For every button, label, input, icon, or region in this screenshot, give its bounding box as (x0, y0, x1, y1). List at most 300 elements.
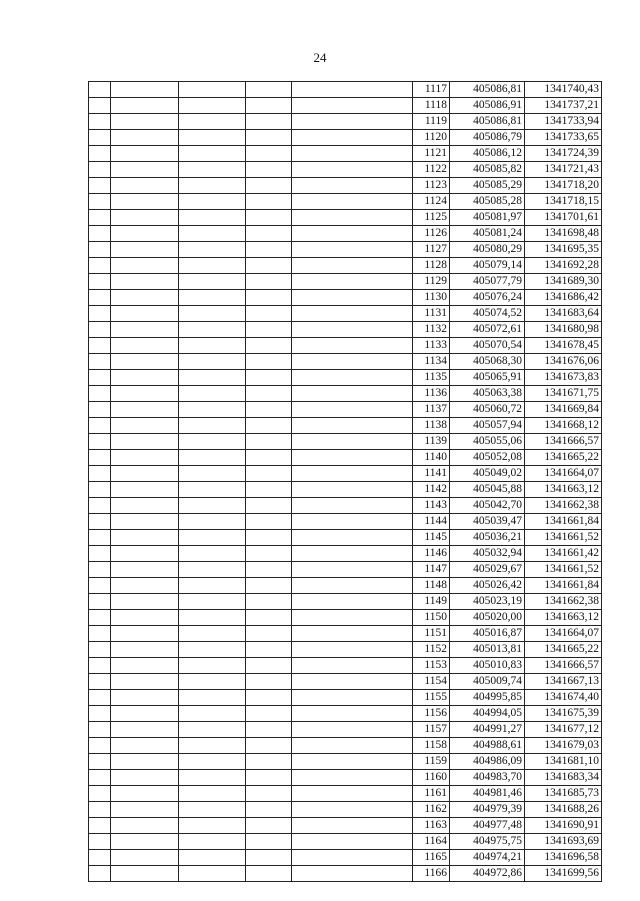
y-coordinate-cell: 1341699,56 (525, 866, 602, 882)
empty-cell (246, 162, 292, 178)
empty-cell (179, 834, 246, 850)
empty-cell (179, 354, 246, 370)
table-row (89, 754, 602, 770)
empty-cell (89, 514, 111, 530)
empty-cell (179, 674, 246, 690)
empty-cell (292, 690, 413, 706)
empty-cell (111, 306, 179, 322)
empty-cell (292, 738, 413, 754)
empty-cell (89, 338, 111, 354)
empty-cell (111, 434, 179, 450)
y-coordinate-cell: 1341669,84 (525, 402, 602, 418)
point-number-cell: 1120 (413, 130, 450, 146)
empty-cell (89, 626, 111, 642)
empty-cell (292, 562, 413, 578)
table-row (89, 162, 602, 178)
y-coordinate-cell: 1341698,48 (525, 226, 602, 242)
y-coordinate-cell: 1341718,15 (525, 194, 602, 210)
empty-cell (179, 370, 246, 386)
x-coordinate-cell: 405079,14 (450, 258, 525, 274)
empty-cell (246, 642, 292, 658)
point-number-cell: 1159 (413, 754, 450, 770)
x-coordinate-cell: 405068,30 (450, 354, 525, 370)
empty-cell (246, 498, 292, 514)
empty-cell (89, 530, 111, 546)
point-number-cell: 1133 (413, 338, 450, 354)
empty-cell (292, 850, 413, 866)
x-coordinate-cell: 405009,74 (450, 674, 525, 690)
y-coordinate-cell: 1341661,42 (525, 546, 602, 562)
empty-cell (179, 466, 246, 482)
empty-cell (89, 578, 111, 594)
point-number-cell: 1139 (413, 434, 450, 450)
empty-cell (179, 82, 246, 98)
x-coordinate-cell: 405085,82 (450, 162, 525, 178)
empty-cell (292, 258, 413, 274)
empty-cell (246, 274, 292, 290)
point-number-cell: 1153 (413, 658, 450, 674)
empty-cell (246, 754, 292, 770)
empty-cell (292, 674, 413, 690)
empty-cell (89, 770, 111, 786)
empty-cell (292, 498, 413, 514)
y-coordinate-cell: 1341686,42 (525, 290, 602, 306)
x-coordinate-cell: 405065,91 (450, 370, 525, 386)
point-number-cell: 1134 (413, 354, 450, 370)
x-coordinate-cell: 405039,47 (450, 514, 525, 530)
y-coordinate-cell: 1341665,22 (525, 450, 602, 466)
x-coordinate-cell: 404983,70 (450, 770, 525, 786)
empty-cell (111, 450, 179, 466)
x-coordinate-cell: 405086,91 (450, 98, 525, 114)
x-coordinate-cell: 405032,94 (450, 546, 525, 562)
table-row (89, 738, 602, 754)
empty-cell (179, 98, 246, 114)
y-coordinate-cell: 1341666,57 (525, 658, 602, 674)
empty-cell (292, 194, 413, 210)
table-row (89, 498, 602, 514)
x-coordinate-cell: 405072,61 (450, 322, 525, 338)
empty-cell (292, 274, 413, 290)
empty-cell (111, 834, 179, 850)
empty-cell (292, 290, 413, 306)
table-row (89, 274, 602, 290)
point-number-cell: 1124 (413, 194, 450, 210)
point-number-cell: 1166 (413, 866, 450, 882)
empty-cell (179, 386, 246, 402)
empty-cell (246, 482, 292, 498)
empty-cell (179, 690, 246, 706)
point-number-cell: 1152 (413, 642, 450, 658)
y-coordinate-cell: 1341671,75 (525, 386, 602, 402)
empty-cell (89, 610, 111, 626)
point-number-cell: 1145 (413, 530, 450, 546)
empty-cell (111, 418, 179, 434)
x-coordinate-cell: 405085,28 (450, 194, 525, 210)
table-body (89, 82, 602, 882)
y-coordinate-cell: 1341701,61 (525, 210, 602, 226)
empty-cell (246, 594, 292, 610)
table-row (89, 130, 602, 146)
x-coordinate-cell: 405016,87 (450, 626, 525, 642)
point-number-cell: 1127 (413, 242, 450, 258)
empty-cell (89, 226, 111, 242)
empty-cell (111, 498, 179, 514)
empty-cell (292, 338, 413, 354)
point-number-cell: 1126 (413, 226, 450, 242)
empty-cell (111, 402, 179, 418)
point-number-cell: 1163 (413, 818, 450, 834)
x-coordinate-cell: 404974,21 (450, 850, 525, 866)
x-coordinate-cell: 405070,54 (450, 338, 525, 354)
table-row (89, 546, 602, 562)
empty-cell (179, 258, 246, 274)
y-coordinate-cell: 1341718,20 (525, 178, 602, 194)
point-number-cell: 1151 (413, 626, 450, 642)
empty-cell (292, 386, 413, 402)
x-coordinate-cell: 405036,21 (450, 530, 525, 546)
y-coordinate-cell: 1341665,22 (525, 642, 602, 658)
empty-cell (292, 226, 413, 242)
empty-cell (246, 226, 292, 242)
empty-cell (246, 322, 292, 338)
point-number-cell: 1135 (413, 370, 450, 386)
y-coordinate-cell: 1341737,21 (525, 98, 602, 114)
point-number-cell: 1123 (413, 178, 450, 194)
empty-cell (246, 802, 292, 818)
x-coordinate-cell: 405045,88 (450, 482, 525, 498)
empty-cell (246, 434, 292, 450)
point-number-cell: 1128 (413, 258, 450, 274)
table-row (89, 338, 602, 354)
empty-cell (179, 802, 246, 818)
y-coordinate-cell: 1341666,57 (525, 434, 602, 450)
empty-cell (111, 226, 179, 242)
empty-cell (292, 354, 413, 370)
empty-cell (179, 290, 246, 306)
empty-cell (111, 274, 179, 290)
empty-cell (246, 770, 292, 786)
empty-cell (246, 258, 292, 274)
y-coordinate-cell: 1341675,39 (525, 706, 602, 722)
empty-cell (89, 386, 111, 402)
empty-cell (89, 786, 111, 802)
y-coordinate-cell: 1341683,34 (525, 770, 602, 786)
empty-cell (292, 98, 413, 114)
empty-cell (292, 82, 413, 98)
x-coordinate-cell: 404975,75 (450, 834, 525, 850)
y-coordinate-cell: 1341668,12 (525, 418, 602, 434)
point-number-cell: 1119 (413, 114, 450, 130)
point-number-cell: 1138 (413, 418, 450, 434)
table-row (89, 802, 602, 818)
empty-cell (89, 258, 111, 274)
empty-cell (89, 130, 111, 146)
empty-cell (179, 786, 246, 802)
empty-cell (111, 594, 179, 610)
empty-cell (246, 530, 292, 546)
table-row (89, 722, 602, 738)
empty-cell (89, 802, 111, 818)
empty-cell (179, 242, 246, 258)
page-number: 24 (313, 50, 327, 65)
y-coordinate-cell: 1341661,84 (525, 578, 602, 594)
x-coordinate-cell: 405063,38 (450, 386, 525, 402)
empty-cell (246, 690, 292, 706)
x-coordinate-cell: 405042,70 (450, 498, 525, 514)
empty-cell (89, 194, 111, 210)
empty-cell (179, 626, 246, 642)
y-coordinate-cell: 1341676,06 (525, 354, 602, 370)
point-number-cell: 1149 (413, 594, 450, 610)
x-coordinate-cell: 404977,48 (450, 818, 525, 834)
table-row (89, 242, 602, 258)
empty-cell (179, 770, 246, 786)
empty-cell (246, 370, 292, 386)
point-number-cell: 1146 (413, 546, 450, 562)
empty-cell (111, 514, 179, 530)
y-coordinate-cell: 1341661,52 (525, 562, 602, 578)
empty-cell (246, 82, 292, 98)
y-coordinate-cell: 1341663,12 (525, 482, 602, 498)
y-coordinate-cell: 1341662,38 (525, 594, 602, 610)
point-number-cell: 1161 (413, 786, 450, 802)
table-row (89, 98, 602, 114)
empty-cell (89, 754, 111, 770)
empty-cell (89, 562, 111, 578)
point-number-cell: 1144 (413, 514, 450, 530)
empty-cell (111, 290, 179, 306)
table-row (89, 290, 602, 306)
point-number-cell: 1122 (413, 162, 450, 178)
y-coordinate-cell: 1341683,64 (525, 306, 602, 322)
empty-cell (246, 850, 292, 866)
y-coordinate-cell: 1341679,03 (525, 738, 602, 754)
empty-cell (89, 834, 111, 850)
empty-cell (292, 834, 413, 850)
x-coordinate-cell: 405077,79 (450, 274, 525, 290)
coordinates-table (88, 81, 602, 882)
empty-cell (246, 786, 292, 802)
empty-cell (111, 754, 179, 770)
empty-cell (111, 722, 179, 738)
table-row (89, 514, 602, 530)
x-coordinate-cell: 405086,81 (450, 114, 525, 130)
empty-cell (292, 514, 413, 530)
table-row (89, 322, 602, 338)
empty-cell (111, 194, 179, 210)
point-number-cell: 1157 (413, 722, 450, 738)
table-row (89, 562, 602, 578)
empty-cell (89, 866, 111, 882)
empty-cell (292, 162, 413, 178)
empty-cell (292, 114, 413, 130)
y-coordinate-cell: 1341667,13 (525, 674, 602, 690)
empty-cell (111, 338, 179, 354)
x-coordinate-cell: 405055,06 (450, 434, 525, 450)
empty-cell (89, 306, 111, 322)
x-coordinate-cell: 405029,67 (450, 562, 525, 578)
y-coordinate-cell: 1341692,28 (525, 258, 602, 274)
x-coordinate-cell: 405086,79 (450, 130, 525, 146)
empty-cell (89, 482, 111, 498)
empty-cell (89, 690, 111, 706)
x-coordinate-cell: 404988,61 (450, 738, 525, 754)
empty-cell (89, 642, 111, 658)
x-coordinate-cell: 405086,81 (450, 82, 525, 98)
empty-cell (179, 274, 246, 290)
point-number-cell: 1136 (413, 386, 450, 402)
empty-cell (246, 386, 292, 402)
table-row (89, 210, 602, 226)
empty-cell (246, 674, 292, 690)
y-coordinate-cell: 1341721,43 (525, 162, 602, 178)
y-coordinate-cell: 1341685,73 (525, 786, 602, 802)
point-number-cell: 1158 (413, 738, 450, 754)
empty-cell (246, 194, 292, 210)
empty-cell (179, 610, 246, 626)
empty-cell (246, 306, 292, 322)
table-row (89, 850, 602, 866)
empty-cell (292, 450, 413, 466)
x-coordinate-cell: 405052,08 (450, 450, 525, 466)
table-row (89, 450, 602, 466)
y-coordinate-cell: 1341688,26 (525, 802, 602, 818)
x-coordinate-cell: 405020,00 (450, 610, 525, 626)
empty-cell (89, 658, 111, 674)
empty-cell (292, 530, 413, 546)
empty-cell (246, 578, 292, 594)
table-row (89, 146, 602, 162)
x-coordinate-cell: 405060,72 (450, 402, 525, 418)
empty-cell (179, 818, 246, 834)
empty-cell (292, 770, 413, 786)
y-coordinate-cell: 1341678,45 (525, 338, 602, 354)
empty-cell (89, 466, 111, 482)
empty-cell (179, 850, 246, 866)
x-coordinate-cell: 405023,19 (450, 594, 525, 610)
empty-cell (89, 594, 111, 610)
empty-cell (89, 706, 111, 722)
table-row (89, 354, 602, 370)
empty-cell (246, 722, 292, 738)
empty-cell (89, 738, 111, 754)
empty-cell (111, 546, 179, 562)
empty-cell (292, 578, 413, 594)
empty-cell (111, 162, 179, 178)
point-number-cell: 1148 (413, 578, 450, 594)
empty-cell (89, 354, 111, 370)
point-number-cell: 1125 (413, 210, 450, 226)
empty-cell (89, 98, 111, 114)
table-row (89, 226, 602, 242)
y-coordinate-cell: 1341693,69 (525, 834, 602, 850)
x-coordinate-cell: 405081,97 (450, 210, 525, 226)
y-coordinate-cell: 1341662,38 (525, 498, 602, 514)
point-number-cell: 1137 (413, 402, 450, 418)
y-coordinate-cell: 1341695,35 (525, 242, 602, 258)
empty-cell (179, 434, 246, 450)
empty-cell (246, 466, 292, 482)
y-coordinate-cell: 1341661,52 (525, 530, 602, 546)
table-row (89, 834, 602, 850)
empty-cell (111, 322, 179, 338)
table-row (89, 402, 602, 418)
empty-cell (292, 306, 413, 322)
table-row (89, 690, 602, 706)
empty-cell (111, 130, 179, 146)
empty-cell (246, 178, 292, 194)
empty-cell (89, 674, 111, 690)
y-coordinate-cell: 1341733,94 (525, 114, 602, 130)
table-row (89, 674, 602, 690)
x-coordinate-cell: 405085,29 (450, 178, 525, 194)
table-row (89, 82, 602, 98)
empty-cell (111, 210, 179, 226)
point-number-cell: 1140 (413, 450, 450, 466)
empty-cell (246, 354, 292, 370)
empty-cell (111, 850, 179, 866)
empty-cell (179, 530, 246, 546)
empty-cell (111, 98, 179, 114)
point-number-cell: 1165 (413, 850, 450, 866)
empty-cell (179, 658, 246, 674)
empty-cell (246, 626, 292, 642)
table-row (89, 818, 602, 834)
empty-cell (111, 482, 179, 498)
empty-cell (179, 642, 246, 658)
empty-cell (292, 434, 413, 450)
empty-cell (246, 818, 292, 834)
empty-cell (292, 242, 413, 258)
empty-cell (292, 370, 413, 386)
y-coordinate-cell: 1341689,30 (525, 274, 602, 290)
empty-cell (179, 162, 246, 178)
empty-cell (111, 242, 179, 258)
empty-cell (179, 722, 246, 738)
point-number-cell: 1131 (413, 306, 450, 322)
table-row (89, 642, 602, 658)
empty-cell (292, 802, 413, 818)
empty-cell (111, 354, 179, 370)
empty-cell (246, 418, 292, 434)
empty-cell (292, 322, 413, 338)
table-row (89, 258, 602, 274)
empty-cell (246, 146, 292, 162)
empty-cell (111, 642, 179, 658)
empty-cell (111, 146, 179, 162)
empty-cell (292, 546, 413, 562)
empty-cell (292, 146, 413, 162)
empty-cell (246, 562, 292, 578)
y-coordinate-cell: 1341740,43 (525, 82, 602, 98)
empty-cell (111, 690, 179, 706)
empty-cell (111, 578, 179, 594)
y-coordinate-cell: 1341681,10 (525, 754, 602, 770)
empty-cell (292, 178, 413, 194)
empty-cell (179, 402, 246, 418)
empty-cell (179, 210, 246, 226)
table-row (89, 114, 602, 130)
table-row (89, 770, 602, 786)
point-number-cell: 1118 (413, 98, 450, 114)
empty-cell (246, 130, 292, 146)
empty-cell (246, 210, 292, 226)
y-coordinate-cell: 1341661,84 (525, 514, 602, 530)
point-number-cell: 1164 (413, 834, 450, 850)
empty-cell (89, 434, 111, 450)
empty-cell (89, 210, 111, 226)
